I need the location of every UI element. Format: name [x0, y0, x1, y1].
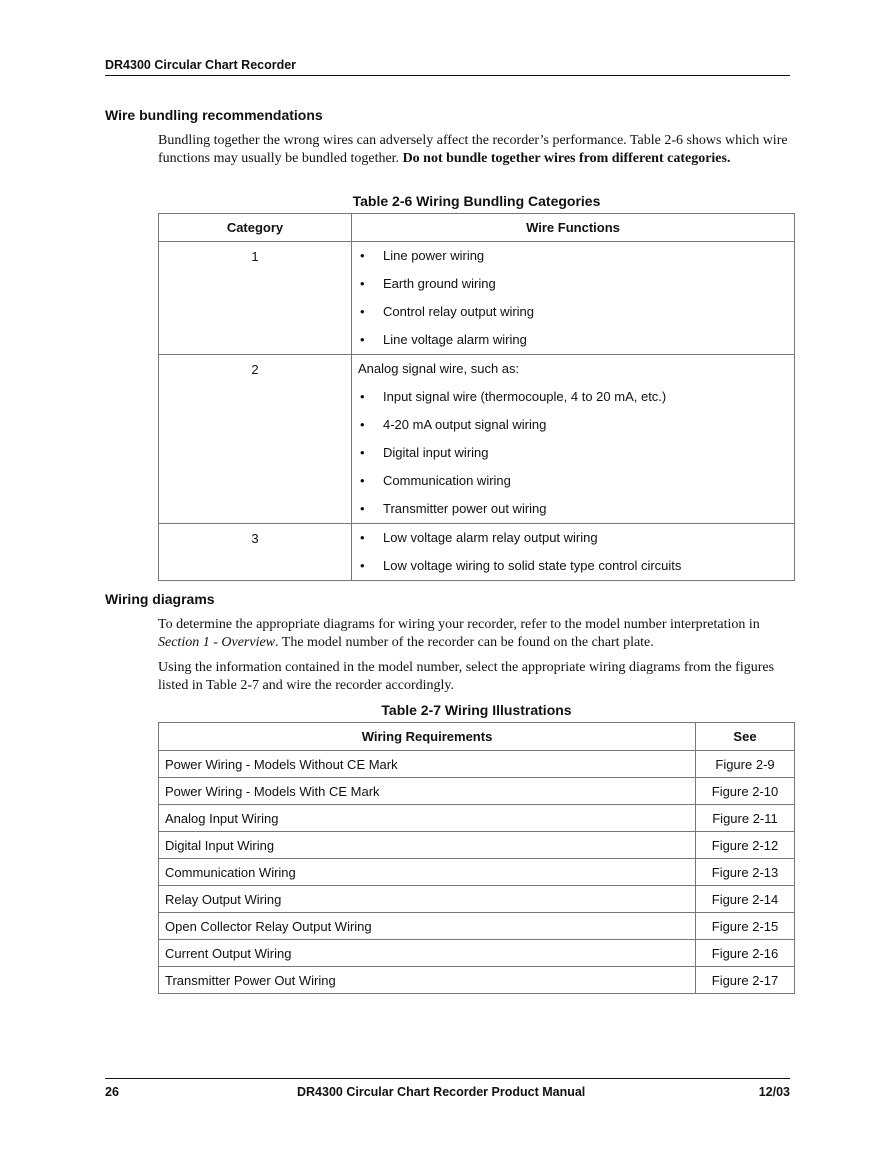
figure-reference-cell: Figure 2-14: [696, 886, 795, 913]
column-header-wire-functions: Wire Functions: [352, 214, 795, 242]
wiring-bundling-table: [158, 213, 795, 581]
requirement-cell: Current Output Wiring: [159, 940, 696, 967]
column-header-category: Category: [159, 214, 352, 242]
column-header-wiring-requirements: Wiring Requirements: [159, 723, 696, 751]
table-row: [159, 832, 795, 859]
list-item: • Communication wiring: [358, 467, 786, 495]
wire-functions-cell: [352, 355, 795, 524]
requirement-cell: Relay Output Wiring: [159, 886, 696, 913]
paragraph-text: To determine the appropriate diagrams for wiring your recorder, refer to the model number interpretation in: [158, 617, 760, 632]
category-cell: 2: [159, 355, 352, 524]
figure-reference-cell: Figure 2-10: [696, 778, 795, 805]
figure-reference-cell: Figure 2-11: [696, 805, 795, 832]
list-item: • Low voltage wiring to solid state type control circuits: [358, 552, 786, 580]
table-row: [159, 778, 795, 805]
section-heading-wiring-diagrams: Wiring diagrams: [105, 591, 215, 607]
wire-functions-cell: [352, 524, 795, 581]
figure-reference-cell: Figure 2-16: [696, 940, 795, 967]
table-row: [159, 242, 795, 355]
wire-functions-list: [358, 524, 786, 580]
paragraph-text: . The model number of the recorder can be found on the chart plate.: [275, 634, 654, 650]
table-2-7-caption: Table 2-7 Wiring Illustrations: [381, 702, 572, 718]
footer-title: DR4300 Circular Chart Recorder Product Manual: [297, 1085, 586, 1099]
page-footer: [105, 1078, 790, 1103]
list-item: • Transmitter power out wiring: [358, 495, 786, 523]
requirement-cell: Open Collector Relay Output Wiring: [159, 913, 696, 940]
wire-functions-cell: [352, 242, 795, 355]
section-reference: Section 1 - Overview: [158, 634, 276, 650]
list-item: • Earth ground wiring: [358, 270, 786, 298]
wire-functions-list: [358, 383, 786, 523]
list-item: • 4-20 mA output signal wiring: [358, 411, 786, 439]
list-item: • Line voltage alarm wiring: [358, 326, 786, 354]
section-heading-wire-bundling: Wire bundling recommendations: [105, 107, 323, 123]
header-title: DR4300 Circular Chart Recorder: [105, 58, 297, 72]
list-item: • Control relay output wiring: [358, 298, 786, 326]
list-item: • Input signal wire (thermocouple, 4 to 20 mA, etc.): [358, 383, 786, 411]
figure-reference-cell: Figure 2-17: [696, 967, 795, 994]
page-number: 26: [105, 1085, 119, 1099]
table-2-6-caption: Table 2-6 Wiring Bundling Categories: [352, 193, 601, 209]
wiring-diagrams-paragraph-2: Using the information contained in the model number, select the appropriate wiring diagrams from the figures listed in Table 2-7 and wire the recorder accordingly.: [158, 660, 775, 693]
table-row: [159, 524, 795, 581]
requirement-cell: Power Wiring - Models Without CE Mark: [159, 751, 696, 778]
page-header: [105, 57, 790, 76]
wiring-diagrams-paragraph-1: [158, 616, 788, 651]
figure-reference-cell: Figure 2-13: [696, 859, 795, 886]
requirement-cell: Analog Input Wiring: [159, 805, 696, 832]
figure-reference-cell: Figure 2-15: [696, 913, 795, 940]
requirement-cell: Power Wiring - Models With CE Mark: [159, 778, 696, 805]
table-row: [159, 886, 795, 913]
table-row: [159, 940, 795, 967]
table-row: [159, 355, 795, 524]
wiring-illustrations-table: [158, 722, 795, 994]
wire-bundling-paragraph: [158, 132, 788, 167]
wire-bundling-warning: Do not bundle together wires from different categories.: [402, 150, 731, 166]
category-cell: 3: [159, 524, 352, 581]
figure-reference-cell: Figure 2-9: [696, 751, 795, 778]
table-header-row: [159, 214, 795, 242]
table-row: [159, 967, 795, 994]
table-row: [159, 805, 795, 832]
table-row: [159, 859, 795, 886]
requirement-cell: Communication Wiring: [159, 859, 696, 886]
table-row: [159, 913, 795, 940]
list-item: • Low voltage alarm relay output wiring: [358, 524, 786, 552]
category-cell: 1: [159, 242, 352, 355]
wire-functions-lead: Analog signal wire, such as:: [358, 361, 520, 376]
list-item: • Digital input wiring: [358, 439, 786, 467]
requirement-cell: Transmitter Power Out Wiring: [159, 967, 696, 994]
table-row: [159, 751, 795, 778]
footer-date: 12/03: [758, 1085, 790, 1099]
list-item: • Line power wiring: [358, 242, 786, 270]
table-header-row: [159, 723, 795, 751]
column-header-see: See: [696, 723, 795, 751]
requirement-cell: Digital Input Wiring: [159, 832, 696, 859]
figure-reference-cell: Figure 2-12: [696, 832, 795, 859]
wire-bundling-text: Bundling together the wrong wires can adversely affect the recorder’s performance. Table 2-6 shows which wire functions may usually be bundled together.: [158, 133, 788, 166]
wire-functions-list: [358, 242, 786, 354]
